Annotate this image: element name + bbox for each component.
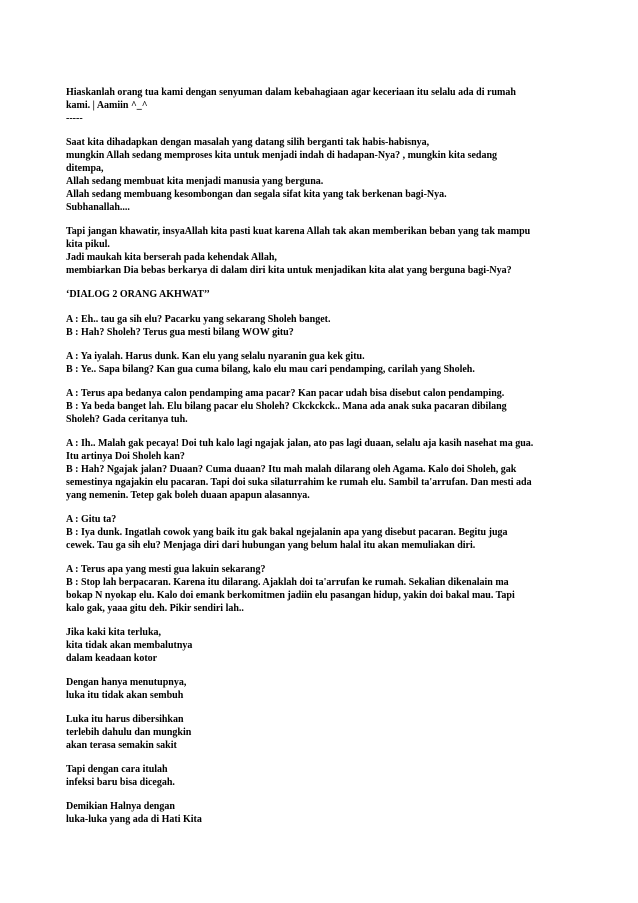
dialog-line: bokap N nyokap elu. Kalo doi emank berkomitmen jadiin elu pasangan hidup, yakin doi bakal mau. Tapi — [66, 590, 515, 601]
dialog-line: A : Terus apa yang mesti gua lakuin sekarang? — [66, 564, 266, 575]
dialog-line: cewek. Tau ga sih elu? Menjaga diri dari hubungan yang belum halal itu akan memuliakan diri. — [66, 540, 476, 551]
dialog-exchange-3 — [66, 387, 576, 426]
dialog-line: semestinya ngajakin elu pacaran. Tapi doi suka silaturrahim ke rumah elu. Sambil ta'arrufan. Dan mesti ada — [66, 477, 532, 488]
dialog-line: Itu artinya Doi Sholeh kan? — [66, 451, 185, 462]
dialog-exchange-5 — [66, 513, 576, 552]
dialog-exchange-4 — [66, 437, 576, 502]
paragraph-trials — [66, 136, 576, 214]
text-line: kita pikul. — [66, 239, 110, 250]
dialog-exchange-2 — [66, 350, 576, 376]
paragraph-surrender — [66, 225, 576, 277]
dialog-exchange-1 — [66, 313, 576, 339]
dialog-line: Sholeh? Gada ceritanya tuh. — [66, 414, 188, 425]
text-line: ----- — [66, 113, 83, 124]
poem-stanza-2 — [66, 676, 576, 702]
poem-line: luka itu tidak akan sembuh — [66, 690, 184, 701]
poem-line: kita tidak akan membalutnya — [66, 640, 193, 651]
poem-stanza-5 — [66, 800, 576, 826]
dialog-line: B : Ya beda banget lah. Elu bilang pacar elu Sholeh? Ckckckck.. Mana ada anak suka pacaran dibilang — [66, 401, 507, 412]
poem-line: Jika kaki kita terluka, — [66, 627, 162, 638]
dialog-line: A : Eh.. tau ga sih elu? Pacarku yang sekarang Sholeh banget. — [66, 314, 331, 325]
text-line: Jadi maukah kita berserah pada kehendak Allah, — [66, 252, 277, 263]
paragraph-prayer — [66, 86, 576, 125]
dialog-line: A : Ya iyalah. Harus dunk. Kan elu yang selalu nyaranin gua kek gitu. — [66, 351, 365, 362]
dialog-line: A : Terus apa bedanya calon pendamping ama pacar? Kan pacar udah bisa disebut calon pendamping. — [66, 388, 505, 399]
poem-line: Luka itu harus dibersihkan — [66, 714, 184, 725]
text-line: Allah sedang membuat kita menjadi manusia yang berguna. — [66, 176, 324, 187]
poem-line: luka-luka yang ada di Hati Kita — [66, 814, 202, 825]
text-line: Tapi jangan khawatir, insyaAllah kita pasti kuat karena Allah tak akan memberikan beban yang tak mampu — [66, 226, 531, 237]
dialog-line: B : Hah? Sholeh? Terus gua mesti bilang WOW gitu? — [66, 327, 294, 338]
text-line: ditempa, — [66, 163, 104, 174]
text-line: Allah sedang membuang kesombongan dan segala sifat kita yang tak berkenan bagi-Nya. — [66, 189, 447, 200]
poem-stanza-3 — [66, 713, 576, 752]
text-line: Subhanallah.... — [66, 202, 130, 213]
poem-line: terlebih dahulu dan mungkin — [66, 727, 192, 738]
poem-line: Demikian Halnya dengan — [66, 801, 175, 812]
poem-line: Tapi dengan cara itulah — [66, 764, 168, 775]
dialog-line: B : Iya dunk. Ingatlah cowok yang baik itu gak bakal ngejalanin apa yang disebut pacaran. Begitu juga — [66, 527, 508, 538]
poem-line: infeksi baru bisa dicegah. — [66, 777, 175, 788]
text-line: kami. | Aamiin ^_^ — [66, 100, 148, 111]
text-line: Saat kita dihadapkan dengan masalah yang datang silih berganti tak habis-habisnya, — [66, 137, 430, 148]
dialog-line: B : Hah? Ngajak jalan? Duaan? Cuma duaan? Itu mah malah dilarang oleh Agama. Kalo doi Sholeh, gak — [66, 464, 517, 475]
dialog-line: kalo gak, yaaa gitu deh. Pikir sendiri lah.. — [66, 603, 244, 614]
text-line: Hiaskanlah orang tua kami dengan senyuman dalam kebahagiaan agar keceriaan itu selalu ada di rumah — [66, 87, 516, 98]
dialog-line: A : Ih.. Malah gak pecaya! Doi tuh kalo lagi ngajak jalan, ato pas lagi duaan, selalu aja kasih nasehat ma gua. — [66, 438, 534, 449]
poem-line: dalam keadaan kotor — [66, 653, 158, 664]
dialog-exchange-6 — [66, 563, 576, 615]
poem-line: Dengan hanya menutupnya, — [66, 677, 187, 688]
section-heading: ‘DIALOG 2 ORANG AKHWAT’’ — [66, 289, 210, 300]
poem-stanza-4 — [66, 763, 576, 789]
text-line: membiarkan Dia bebas berkarya di dalam diri kita untuk menjadikan kita alat yang berguna bagi-Nya? — [66, 265, 512, 276]
poem-line: akan terasa semakin sakit — [66, 740, 177, 751]
document-body — [66, 86, 576, 837]
poem-stanza-1 — [66, 626, 576, 665]
dialog-line: yang nemenin. Tetep gak boleh duaan apapun alasannya. — [66, 490, 310, 501]
dialog-line: B : Stop lah berpacaran. Karena itu dilarang. Ajaklah doi ta'arrufan ke rumah. Sekalian dikenalain ma — [66, 577, 509, 588]
dialog-line: B : Ye.. Sapa bilang? Kan gua cuma bilang, kalo elu mau cari pendamping, carilah yang Sholeh. — [66, 364, 475, 375]
dialog-title — [66, 288, 576, 301]
dialog-line: A : Gitu ta? — [66, 514, 117, 525]
text-line: mungkin Allah sedang memproses kita untuk menjadi indah di hadapan-Nya? , mungkin kita sedang — [66, 150, 498, 161]
